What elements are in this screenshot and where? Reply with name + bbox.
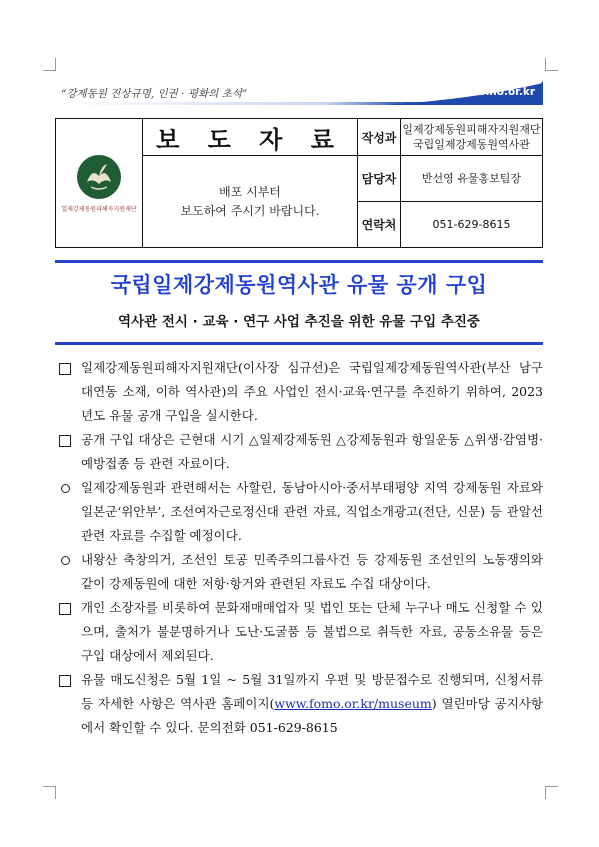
- list-item-text-after: ) 열린마당 공지사항에서 확인할 수 있다. 문의전화 051-629-8615: [81, 696, 543, 735]
- headline-rule-bottom: [55, 342, 543, 345]
- circle-bullet-icon: [57, 476, 73, 501]
- website-url[interactable]: www.fomo.or.kr: [441, 86, 535, 98]
- list-item: [55, 476, 543, 548]
- crop-mark-top-right: [545, 58, 558, 71]
- museum-website-link[interactable]: www.fomo.or.kr/museum: [274, 696, 432, 711]
- slogan-bar: [55, 81, 543, 105]
- list-item: [55, 548, 543, 596]
- square-bullet-icon: [57, 668, 73, 695]
- circle-bullet-icon: [57, 548, 73, 573]
- foundation-logo-icon: [76, 154, 122, 200]
- list-item-text: 개인 소장자를 비롯하여 문화재매매업자 및 법인 또는 단체 누구나 매도 신청할 수 있으며, 출처가 불분명하거나 도난·도굴품 등 불법으로 취득한 자료, 공동소유물 등은 구입 대상에서 제외된다.: [81, 600, 543, 663]
- contact-person-value: 반선영 유물홍보팀장: [401, 156, 543, 202]
- logo-text: 일제강제동원피해자지원재단: [61, 205, 137, 213]
- slogan-text: “강제동원 진상규명, 인권 · 평화의 초석”: [61, 88, 248, 100]
- author-line-1: 일제강제동원피해자지원재단: [402, 123, 541, 136]
- crop-mark-bottom-right: [545, 786, 558, 799]
- logo-cell: [56, 119, 143, 248]
- square-bullet-icon: [57, 428, 73, 455]
- list-item: [55, 428, 543, 476]
- article-body: [55, 356, 543, 740]
- phone-label: 연락처: [358, 202, 401, 248]
- list-item: [55, 596, 543, 668]
- doc-title: 보 도 자 료: [143, 119, 358, 156]
- square-bullet-icon: [57, 356, 73, 383]
- embargo-line-2: 보도하여 주시기 바랍니다.: [180, 203, 320, 218]
- author-label: 작성과: [358, 119, 401, 156]
- list-item-text-before: 유물 매도신청은 5월 1일 ~ 5월 31일까지 우편 및 방문접수로 진행되며, 신청서류 등 자세한 사항은 역사관 홈페이지(: [81, 672, 543, 711]
- contact-person-label: 담당자: [358, 156, 401, 202]
- list-item-text: 내왕산 축창의거, 조선인 토공 민족주의그룹사건 등 강제동원 조선인의 노동쟁의와 같이 강제동원에 대한 저항·항거와 관련된 자료도 수집 대상이다.: [81, 552, 543, 591]
- list-item: [55, 356, 543, 428]
- phone-value: 051-629-8615: [401, 202, 543, 248]
- author-value: [401, 119, 543, 156]
- author-line-2: 국립일제강제동원역사관: [413, 138, 530, 151]
- embargo-line-1: 배포 시부터: [219, 184, 281, 199]
- subheadline: 역사관 전시 · 교육 · 연구 사업 추진을 위한 유물 구입 추진중: [118, 314, 480, 330]
- list-item-text: 일제강제동원피해자지원재단(이사장 심규선)은 국립일제강제동원역사관(부산 남구 대연동 소재, 이하 역사관)의 주요 사업인 전시·교육·연구를 추진하기 위하여, 2023년도 유물 공개 구입을 실시한다.: [81, 360, 543, 423]
- square-bullet-icon: [57, 596, 73, 623]
- headline-rule-top: [55, 260, 543, 263]
- list-item-text: 공개 구입 대상은 근현대 시기 △일제강제동원 △강제동원과 항일운동 △위생·감염병·예방접종 등 관련 자료이다.: [81, 432, 543, 471]
- list-item-text: 일제강제동원과 관련해서는 사할린, 동남아시아·중서부태평양 지역 강제동원 자료와 일본군‘위안부’, 조선여자근로정신대 관련 자료, 직업소개광고(전단, 신문) 등 관알선 관련 자료를 수집할 예정이다.: [81, 480, 543, 543]
- crop-mark-top-left: [43, 58, 56, 71]
- list-item: [55, 668, 543, 740]
- press-info-table: [55, 118, 543, 248]
- headline: 국립일제강제동원역사관 유물 공개 구입: [110, 273, 488, 297]
- crop-mark-bottom-left: [43, 786, 56, 799]
- embargo-notice: [143, 156, 358, 248]
